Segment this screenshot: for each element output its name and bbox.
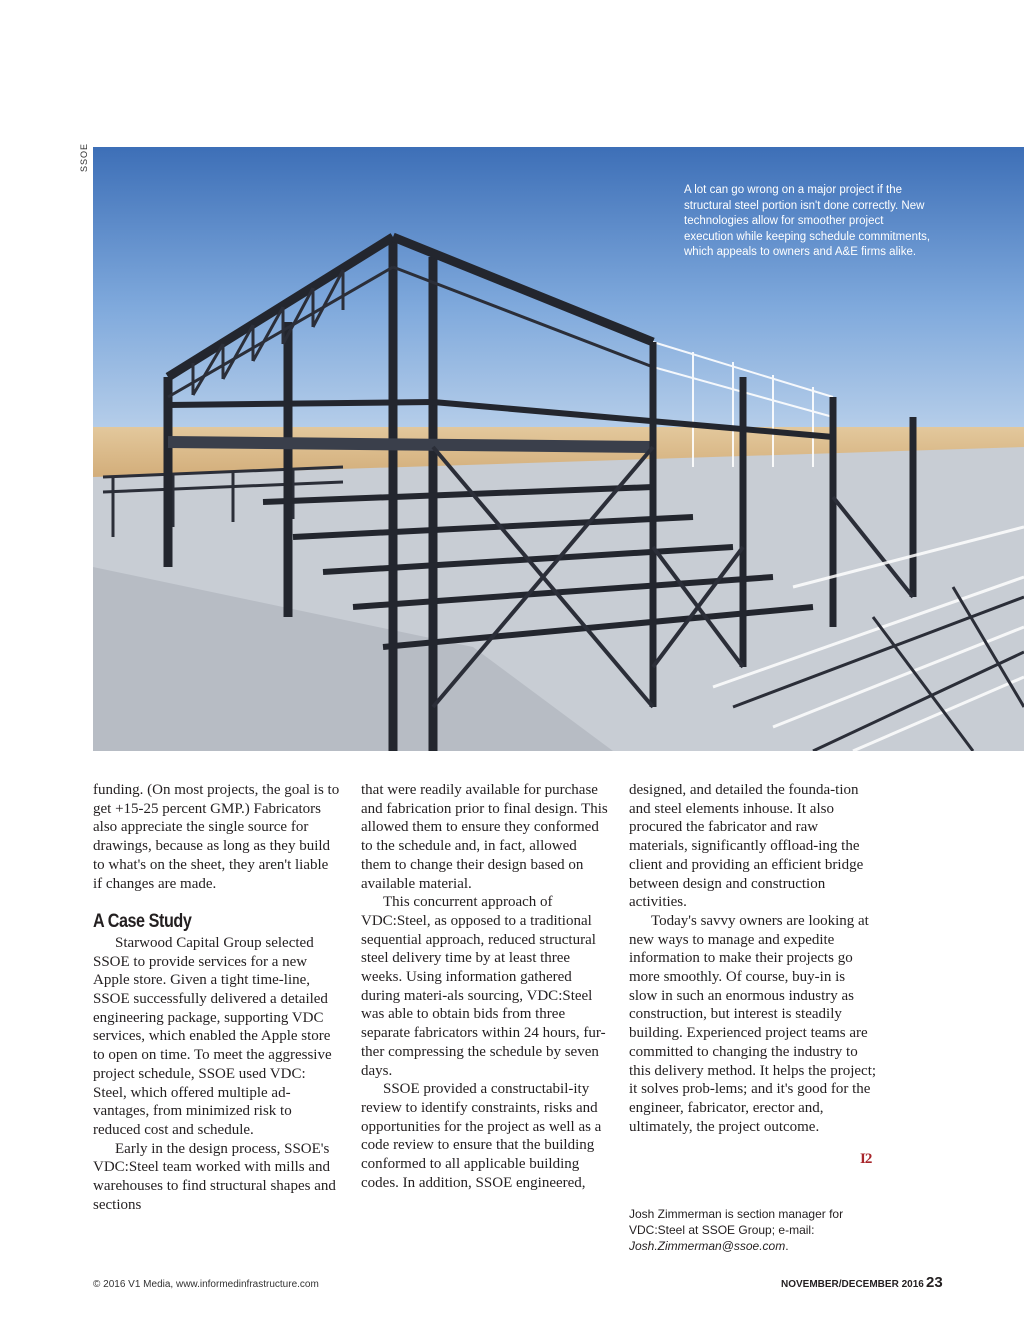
section-heading: A Case Study	[93, 911, 192, 933]
paragraph: Starwood Capital Group selected SSOE to provide services for a new Apple store. Given a tight time-line, SSOE successfully delivered a detailed engineering package, supporting VDC services, which enabled the Apple store to open on time. To meet the aggressive project schedule, SSOE used VDC: Steel, which offered multiple ad-vantages, from minimized risk to reduced cost and schedule.	[93, 934, 332, 1138]
photo-caption: A lot can go wrong on a major project if the structural steel portion isn't done correctly. New technologies allow for smoother project execution while keeping schedule commitments, which appeals to owners and A&E firms alike.	[684, 184, 931, 258]
bio-text: Josh Zimmerman is section manager for VDC:Steel at SSOE Group; e-mail:	[629, 1207, 844, 1237]
paragraph: designed, and detailed the founda-tion and steel elements inhouse. It also procured the fabricator and raw materials, significantly offload-ing the client and providing an efficient bridge between design and construction activities.	[629, 782, 864, 911]
article-column-3	[629, 781, 877, 1136]
paragraph: This concurrent approach of VDC:Steel, as opposed to a traditional sequential approach, reduced structural steel delivery time by at least three weeks. Using information gathered during materi-als sourcing, VDC:Steel was able to obtain bids from three separate fabricators within 24 hours, fur-ther compressing the schedule by seven days.	[361, 894, 606, 1079]
page-number: 23	[926, 1274, 943, 1291]
author-bio	[629, 1206, 869, 1254]
photo-credit: SSOE	[79, 142, 89, 172]
paragraph: Early in the design process, SSOE's VDC:Steel team worked with mills and warehouses to find structural shapes and sections	[93, 1140, 336, 1213]
author-email-link[interactable]: Josh.Zimmerman@ssoe.com	[629, 1239, 786, 1253]
paragraph: SSOE provided a constructabil-ity review to identify constraints, risks and opportunities for the project as well as a code review to ensure that the building conformed to all applicable building codes. In addition, SSOE engineered,	[361, 1081, 602, 1191]
article-column-2	[361, 781, 609, 1192]
paragraph: that were readily available for purchase and fabrication prior to final design. This allowed them to ensure they conformed to the schedule and, in fact, allowed them to change their design based on available material.	[361, 782, 608, 892]
footer-copyright: © 2016 V1 Media, www.informedinfrastructure.com	[93, 1279, 319, 1290]
paragraph: funding. (On most projects, the goal is to get +15-25 percent GMP.) Fabricators also appreciate the single source for drawings, because as long as they build to what's on the sheet, they aren't liable if changes are made.	[93, 782, 340, 892]
footer-issue-date: NOVEMBER/DECEMBER 2016	[781, 1279, 924, 1290]
bio-period: .	[785, 1239, 789, 1253]
paragraph: Today's savvy owners are looking at new ways to manage and expedite information to make their projects go more smoothly. Of course, buy-in is slow in such an enormous industry as construction, but interest is steadily building. Experienced project teams are committed to changing the industry to this delivery method. It helps the project; it solves prob-lems; and it's good for the engineer, fabricator, erector and, ultimately, the project outcome.	[629, 912, 877, 1135]
end-mark-logo: I2	[860, 1151, 872, 1167]
article-column-1	[93, 781, 341, 1214]
